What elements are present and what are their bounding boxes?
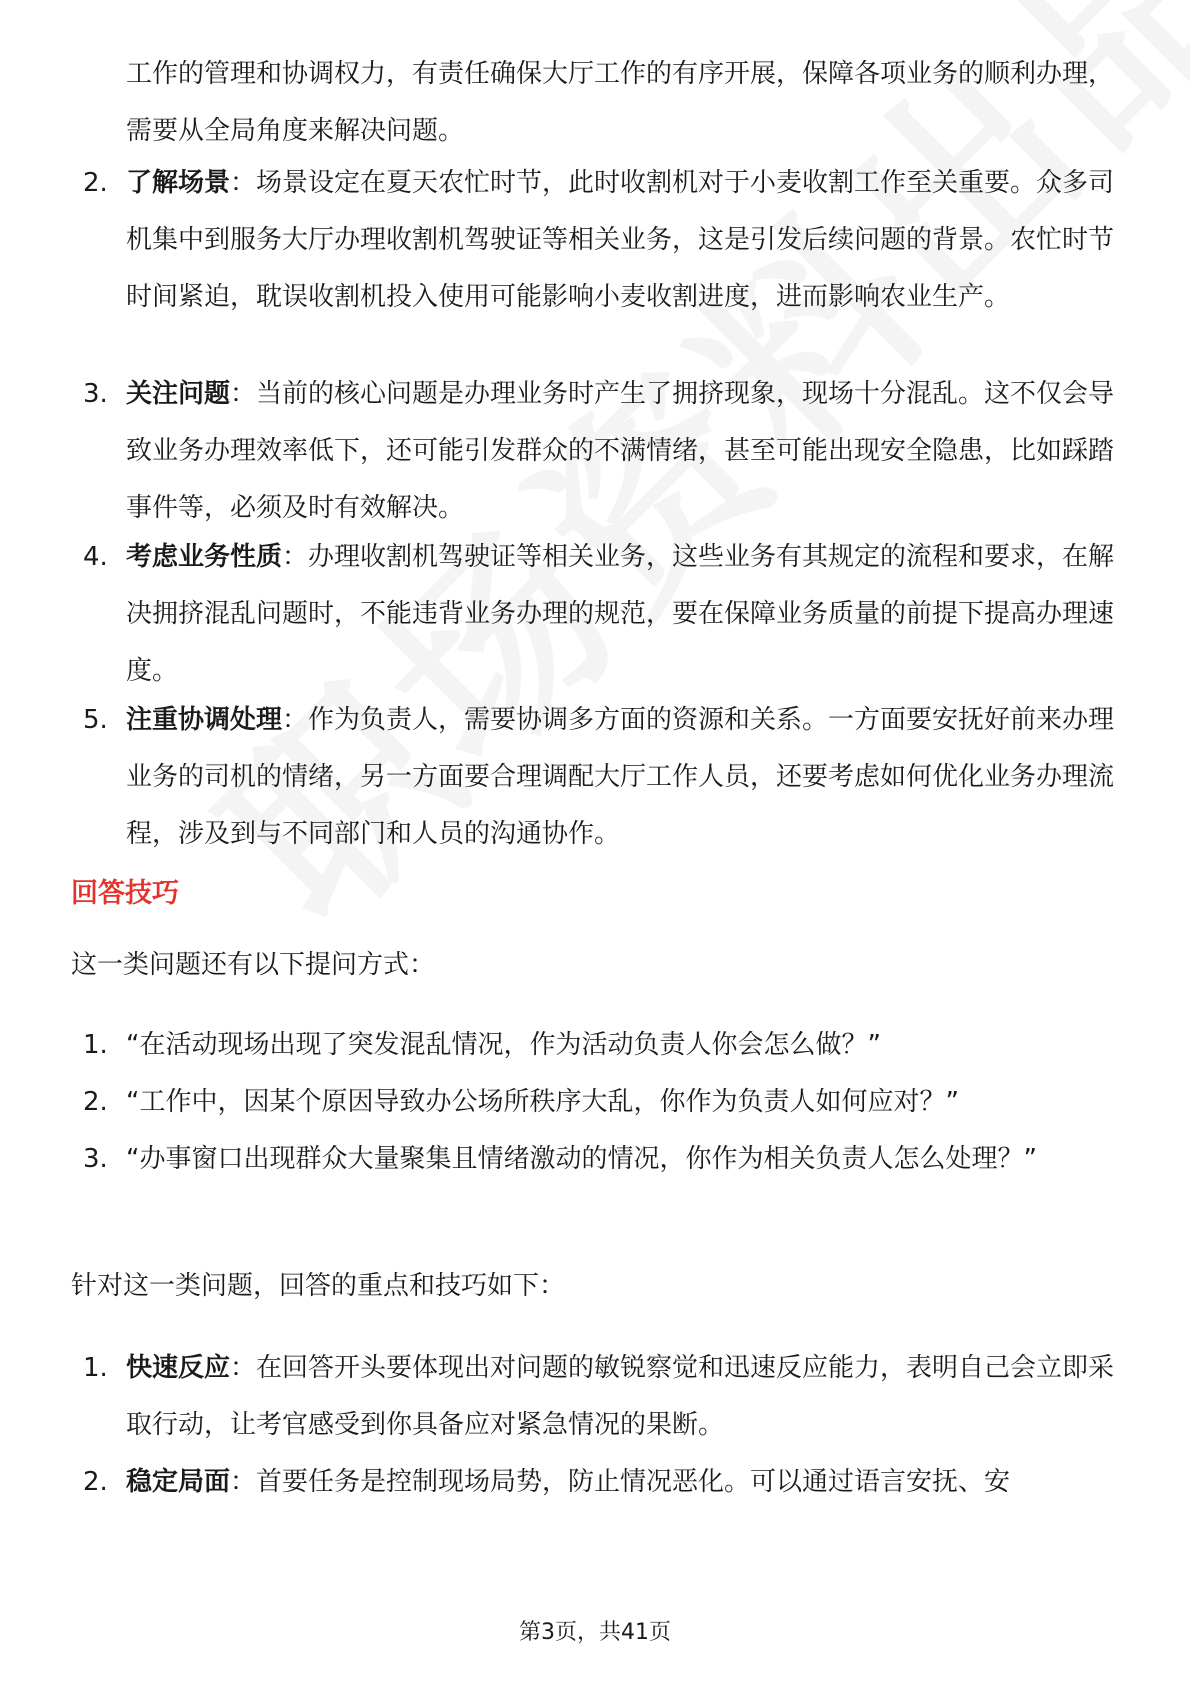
continued-paragraph: 工作的管理和协调权力，有责任确保大厅工作的有序开展，保障各项业务的顺利办理，需要从全局角度来解决问题。 <box>126 59 1115 146</box>
intro-questions: 这一类问题还有以下提问方式： <box>71 950 436 980</box>
item-number: 2. <box>83 1467 108 1497</box>
item-number: 3. <box>83 1144 108 1174</box>
analysis-item <box>0 692 1116 855</box>
question-item <box>0 1131 1116 1245</box>
item-lead: 关注问题 <box>126 379 231 409</box>
tip-item <box>0 1340 1116 1454</box>
question-text: “办事窗口出现群众大量聚集且情绪激动的情况，你作为相关负责人怎么处理？” <box>126 1144 1037 1174</box>
page-footer: 第3页，共41页 <box>519 1620 671 1645</box>
question-item <box>0 1074 1116 1131</box>
analysis-item <box>0 366 1116 529</box>
intro-tips: 针对这一类问题，回答的重点和技巧如下： <box>71 1271 566 1301</box>
question-item <box>0 1017 1116 1074</box>
item-number: 2. <box>83 1087 108 1117</box>
item-number: 3. <box>83 379 108 409</box>
item-number: 2. <box>83 168 108 198</box>
analysis-item <box>0 155 1116 366</box>
item-lead: 了解场景 <box>126 168 231 198</box>
item-body: ：在回答开头要体现出对问题的敏锐察觉和迅速反应能力，表明自己会立即采取行动，让考官感受到你具备应对紧急情况的果断。 <box>126 1353 1115 1440</box>
item-number: 1. <box>83 1353 108 1383</box>
tip-item <box>0 1454 1116 1511</box>
item-body: ：办理收割机驾驶证等相关业务，这些业务有其规定的流程和要求，在解决拥挤混乱问题时，不能违背业务办理的规范，要在保障业务质量的前提下提高办理速度。 <box>126 542 1115 686</box>
item-lead: 快速反应 <box>126 1353 231 1383</box>
item-body: ：场景设定在夏天农忙时节，此时收割机对于小麦收割工作至关重要。众多司机集中到服务大厅办理收割机驾驶证等相关业务，这是引发后续问题的背景。农忙时节时间紧迫，耽误收割机投入使用可能影响小麦收割进度，进而影响农业生产。 <box>126 168 1115 312</box>
analysis-list <box>0 155 1190 855</box>
item-body: ：首要任务是控制现场局势，防止情况恶化。可以通过语言安抚、安 <box>230 1467 1011 1497</box>
item-number: 4. <box>83 542 108 572</box>
item-lead: 注重协调处理 <box>126 705 283 735</box>
analysis-item <box>0 529 1116 692</box>
item-body: ：当前的核心问题是办理业务时产生了拥挤现象，现场十分混乱。这不仅会导致业务办理效率低下，还可能引发群众的不满情绪，甚至可能出现安全隐患，比如踩踏事件等，必须及时有效解决。 <box>126 379 1115 523</box>
tips-list <box>0 1340 1190 1511</box>
question-list <box>0 1017 1190 1245</box>
section-heading: 回答技巧 <box>71 878 179 909</box>
item-lead: 稳定局面 <box>126 1467 231 1497</box>
question-text: “在活动现场出现了突发混乱情况，作为活动负责人你会怎么做？” <box>126 1030 881 1060</box>
question-text: “工作中，因某个原因导致办公场所秩序大乱，你作为负责人如何应对？” <box>126 1087 959 1117</box>
item-body: ：作为负责人，需要协调多方面的资源和关系。一方面要安抚好前来办理业务的司机的情绪，另一方面要合理调配大厅工作人员，还要考虑如何优化业务办理流程，涉及到与不同部门和人员的沟通协作。 <box>126 705 1115 849</box>
item-number: 5. <box>83 705 108 735</box>
item-number: 1. <box>83 1030 108 1060</box>
item-lead: 考虑业务性质 <box>126 542 283 572</box>
